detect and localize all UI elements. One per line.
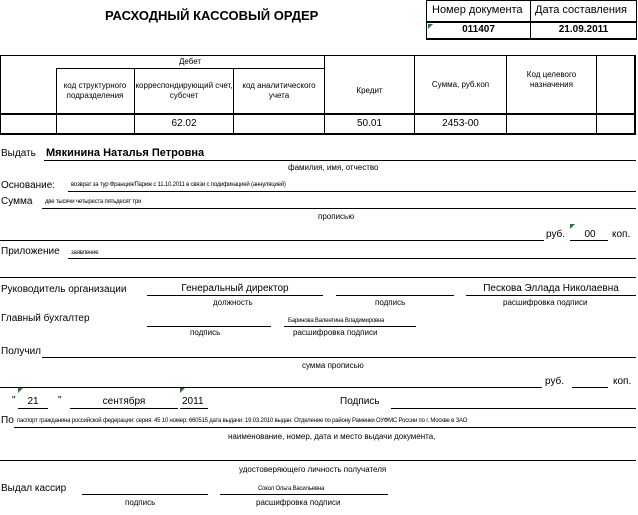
- doc-date[interactable]: 21.09.2011: [558, 24, 609, 35]
- cell-corr-account[interactable]: 62.02: [171, 118, 197, 129]
- sum-label: Сумма: [1, 196, 33, 207]
- date-quote-close: ": [58, 395, 62, 406]
- id-doc-caption-1: наименование, номер, дата и место выдачи документа,: [228, 432, 436, 441]
- attachment-label: Приложение: [1, 246, 60, 257]
- col-credit: Кредит: [356, 86, 383, 95]
- basis-text[interactable]: возврат за тур Франция/Париж с 11.10.2011 в связи с подификацией (аннуляцией): [71, 182, 286, 188]
- recipient-caption: фамилия, имя, отчество: [288, 163, 379, 172]
- accountant-name[interactable]: Баринова Валентина Владимировна: [288, 318, 385, 324]
- comment-marker: [18, 388, 23, 393]
- sum-kop-label: коп.: [612, 229, 631, 240]
- page-title: РАСХОДНЫЙ КАССОВЫЙ ОРДЕР: [105, 8, 319, 23]
- doc-date-header: Дата составления: [535, 4, 627, 16]
- sum-rub-label: руб.: [546, 229, 566, 240]
- basis-label: Основание:: [1, 180, 56, 191]
- recipient-name[interactable]: Мякинина Наталья Петровна: [46, 147, 205, 159]
- received-rub-label: руб.: [545, 376, 565, 387]
- date-month[interactable]: сентября: [102, 396, 146, 407]
- date-quote-open: ": [12, 395, 16, 406]
- cashier-signature-caption: подпись: [125, 498, 156, 507]
- cashier-label: Выдал кассир: [1, 483, 67, 494]
- doc-number[interactable]: 011407: [462, 24, 495, 35]
- head-label: Руководитель организации: [1, 284, 127, 295]
- accountant-label: Главный бухгалтер: [1, 313, 90, 324]
- id-doc-label: По: [1, 415, 14, 426]
- head-signature-caption: подпись: [375, 298, 406, 307]
- head-position-caption: должность: [213, 298, 253, 307]
- id-doc-text[interactable]: паспорт гражданина российской федерации: серия: 45 10 номер: 660515 дата выдачи: 19.03.2010 выдан: Отделение по району Раменки ОУФМС России по г. Москве в ЗАО: [17, 418, 468, 424]
- sum-caption: прописью: [318, 212, 355, 221]
- date-year[interactable]: 2011: [182, 396, 204, 407]
- sum-kop-value[interactable]: 00: [584, 229, 596, 240]
- cashier-name-caption: расшифровка подписи: [256, 498, 341, 507]
- cell-unit-code[interactable]: [57, 115, 133, 133]
- attachment-text[interactable]: заявление: [71, 250, 99, 256]
- comment-marker: [180, 388, 185, 393]
- id-doc-caption-2: удостоверяющего личность получателя: [239, 465, 387, 474]
- head-name-caption: расшифровка подписи: [503, 298, 588, 307]
- cell-credit[interactable]: 50.01: [356, 118, 383, 129]
- cell-analytic-code[interactable]: [234, 115, 324, 133]
- cell-amount[interactable]: 2453-00: [442, 118, 479, 129]
- debit-header: Дебет: [178, 56, 202, 66]
- head-name[interactable]: Пескова Эллада Николаевна: [483, 283, 619, 294]
- issue-label: Выдать: [1, 148, 36, 159]
- date-day[interactable]: 21: [27, 396, 39, 407]
- col-corr-account: корреспондирующий счет, субсчет: [135, 81, 233, 100]
- col-amount: Сумма, руб.коп: [431, 79, 490, 89]
- accountant-signature-caption: подпись: [190, 328, 221, 337]
- head-position[interactable]: Генеральный директор: [181, 283, 289, 294]
- received-label: Получил: [1, 346, 41, 357]
- col-unit-code: код структурного подразделения: [63, 81, 127, 100]
- received-kop-label: коп.: [613, 376, 632, 387]
- sum-words[interactable]: две тысячи четыреста пятьдесят три: [45, 199, 142, 205]
- doc-number-header: Номер документа: [432, 4, 523, 16]
- received-caption: сумма прописью: [302, 361, 364, 370]
- col-analytic-code: код аналитического учета: [242, 81, 316, 100]
- accountant-name-caption: расшифровка подписи: [293, 328, 378, 337]
- signature-label: Подпись: [340, 396, 380, 407]
- cell-purpose-code[interactable]: [507, 115, 596, 133]
- col-purpose-code: Код целевого назначения: [526, 70, 577, 89]
- cashier-name[interactable]: Сокол Ольга Васильевна: [258, 486, 325, 492]
